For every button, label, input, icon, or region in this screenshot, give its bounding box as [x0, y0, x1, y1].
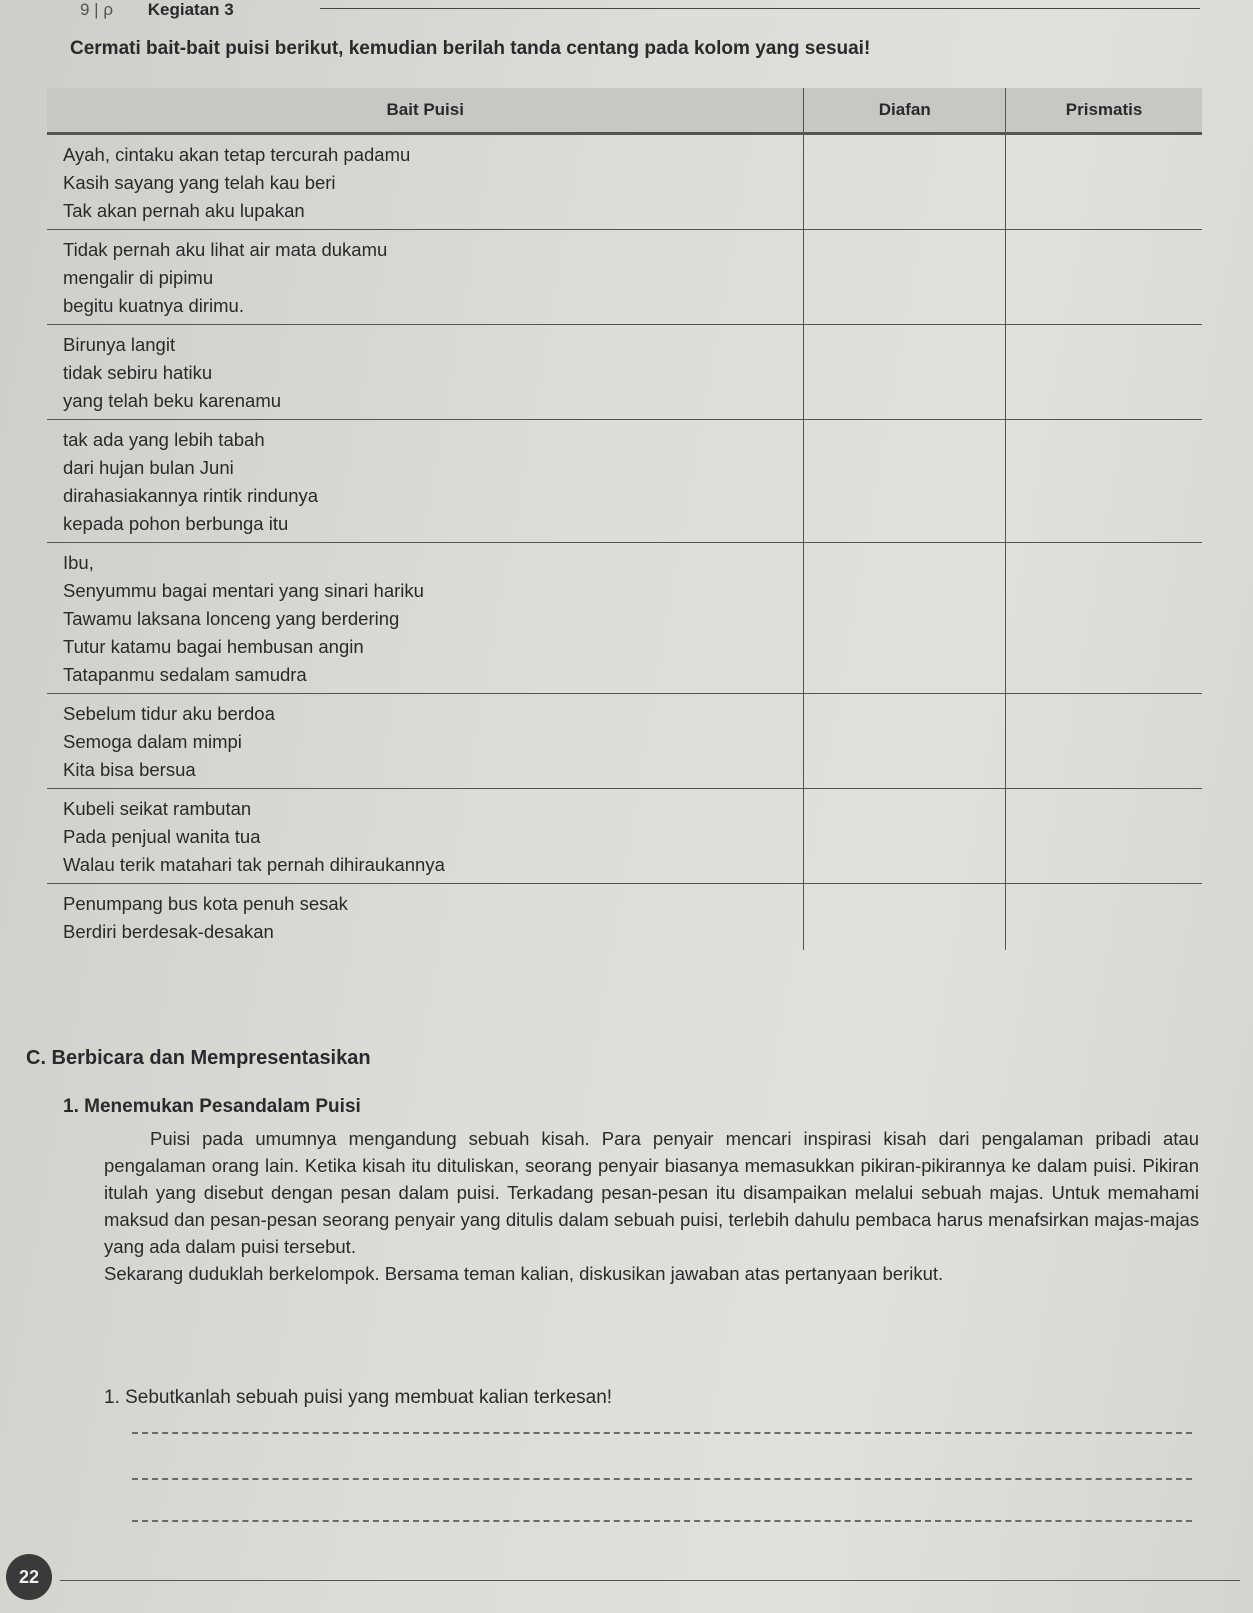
section-c-title: C. Berbicara dan Mempresentasikan	[26, 1047, 371, 1069]
bait-cell	[47, 543, 804, 694]
bait-cell	[47, 230, 804, 325]
diafan-checkbox-cell[interactable]	[804, 543, 1006, 694]
poem-line: Tatapanmu sedalam samudra	[63, 664, 307, 685]
bait-cell	[47, 325, 804, 420]
diafan-checkbox-cell[interactable]	[804, 230, 1006, 325]
table-row	[47, 789, 1202, 884]
header-diafan: Diafan	[804, 88, 1006, 134]
answer-line-3[interactable]	[132, 1520, 1192, 1522]
poem-line: dirahasiakannya rintik rindunya	[63, 485, 319, 506]
poem-line: Tawamu laksana lonceng yang berdering	[63, 608, 400, 629]
poem-line: Birunya langit	[63, 334, 176, 355]
paragraph-1: Puisi pada umumnya mengandung sebuah kisah. Para penyair mencari inspirasi kisah dari pengalaman pribadi atau pengalaman orang lain. Ketika kisah itu dituliskan, seorang penyair biasanya memasukkan pikiran-pikirannya ke dalam puisi. Pikiran itulah yang disebut dengan pesan dalam puisi. Terkadang pesan-pesan itu disampaikan melalui sebuah majas. Untuk memahami maksud dan pesan-pesan seorang penyair yang ditulis dalam sebuah puisi, terlebih dahulu pembaca harus menafsirkan majas-majas yang ada dalam puisi tersebut.	[104, 1128, 1199, 1257]
footer-divider	[60, 1580, 1240, 1581]
table-row	[47, 134, 1202, 230]
poem-line: Senyummu bagai mentari yang sinari hariku	[63, 580, 424, 601]
prismatis-checkbox-cell[interactable]	[1006, 420, 1202, 543]
poem-line: Semoga dalam mimpi	[63, 731, 242, 752]
poem-line: Tak akan pernah aku lupakan	[63, 200, 305, 221]
poem-line: kepada pohon berbunga itu	[63, 513, 289, 534]
table-header-row	[47, 88, 1202, 134]
body-paragraphs	[104, 1125, 1199, 1287]
table-row	[47, 543, 1202, 694]
poem-line: Penumpang bus kota penuh sesak	[63, 893, 348, 914]
diafan-checkbox-cell[interactable]	[804, 694, 1006, 789]
poem-line: dari hujan bulan Juni	[63, 457, 234, 478]
diafan-checkbox-cell[interactable]	[804, 884, 1006, 951]
activity-header	[80, 0, 234, 20]
poem-line: Kasih sayang yang telah kau beri	[63, 172, 336, 193]
prismatis-checkbox-cell[interactable]	[1006, 230, 1202, 325]
poem-line: tidak sebiru hatiku	[63, 362, 213, 383]
poem-line: Tidak pernah aku lihat air mata dukamu	[63, 239, 388, 260]
poem-line: Ayah, cintaku akan tetap tercurah padamu	[63, 144, 411, 165]
answer-line-1[interactable]	[132, 1432, 1192, 1434]
poem-line: yang telah beku karenamu	[63, 390, 282, 411]
poem-line: Walau terik matahari tak pernah dihiraukannya	[63, 854, 445, 875]
prismatis-checkbox-cell[interactable]	[1006, 543, 1202, 694]
table-row	[47, 420, 1202, 543]
table-body	[47, 134, 1202, 951]
header-prismatis: Prismatis	[1006, 88, 1202, 134]
poem-line: Tutur katamu bagai hembusan angin	[63, 636, 364, 657]
activity-title: Kegiatan 3	[147, 0, 234, 19]
prismatis-checkbox-cell[interactable]	[1006, 884, 1202, 951]
question-1: 1. Sebutkanlah sebuah puisi yang membuat kalian terkesan!	[104, 1387, 613, 1408]
header-divider	[320, 8, 1200, 9]
paragraph-2: Sekarang duduklah berkelompok. Bersama teman kalian, diskusikan jawaban atas pertanyaan berikut.	[104, 1263, 944, 1284]
header-marks: 9 | ρ	[80, 0, 113, 19]
subsection-title: 1. Menemukan Pesandalam Puisi	[63, 1096, 361, 1117]
bait-cell	[47, 420, 804, 543]
instruction-text: Cermati bait-bait puisi berikut, kemudian berilah tanda centang pada kolom yang sesuai!	[70, 38, 871, 59]
prismatis-checkbox-cell[interactable]	[1006, 694, 1202, 789]
prismatis-checkbox-cell[interactable]	[1006, 325, 1202, 420]
bait-cell	[47, 884, 804, 951]
diafan-checkbox-cell[interactable]	[804, 789, 1006, 884]
table-row	[47, 325, 1202, 420]
prismatis-checkbox-cell[interactable]	[1006, 134, 1202, 230]
poem-line: tak ada yang lebih tabah	[63, 429, 265, 450]
poem-line: Berdiri berdesak-desakan	[63, 921, 274, 942]
header-bait-puisi: Bait Puisi	[47, 88, 804, 134]
table-row	[47, 230, 1202, 325]
poem-line: begitu kuatnya dirimu.	[63, 295, 244, 316]
answer-line-2[interactable]	[132, 1478, 1192, 1480]
poem-line: Pada penjual wanita tua	[63, 826, 261, 847]
poem-line: Ibu,	[63, 552, 94, 573]
poem-line: Kita bisa bersua	[63, 759, 196, 780]
poem-line: Sebelum tidur aku berdoa	[63, 703, 275, 724]
poem-line: Kubeli seikat rambutan	[63, 798, 252, 819]
bait-cell	[47, 134, 804, 230]
bait-cell	[47, 789, 804, 884]
page-number: 22	[6, 1554, 52, 1600]
bait-cell	[47, 694, 804, 789]
table-row	[47, 694, 1202, 789]
diafan-checkbox-cell[interactable]	[804, 420, 1006, 543]
prismatis-checkbox-cell[interactable]	[1006, 789, 1202, 884]
diafan-checkbox-cell[interactable]	[804, 325, 1006, 420]
table-row	[47, 884, 1202, 951]
diafan-checkbox-cell[interactable]	[804, 134, 1006, 230]
poem-classification-table	[47, 88, 1202, 950]
poem-line: mengalir di pipimu	[63, 267, 214, 288]
